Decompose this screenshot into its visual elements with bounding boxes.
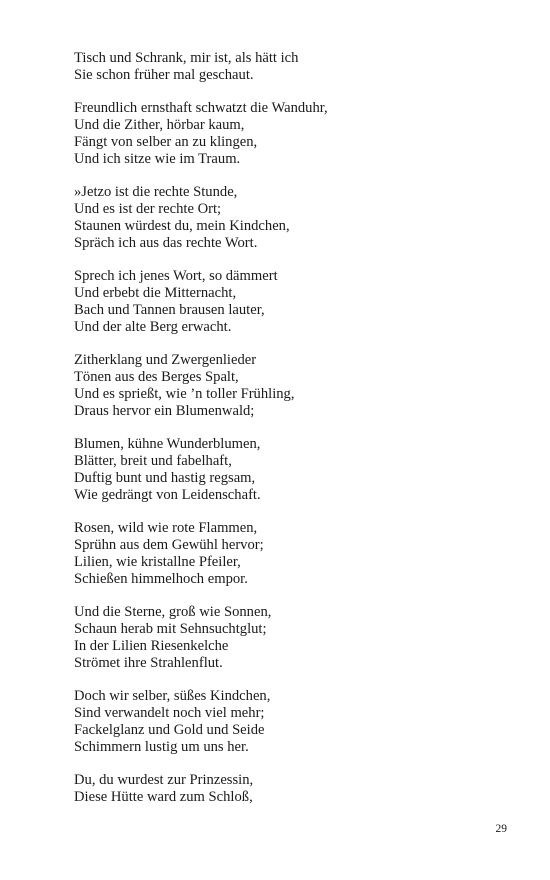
poem-line: Und die Sterne, groß wie Sonnen, bbox=[74, 604, 272, 621]
stanza bbox=[74, 268, 514, 335]
stanza bbox=[74, 352, 514, 419]
poem-line: Staunen würdest du, mein Kindchen, bbox=[74, 217, 290, 234]
poem-line: Doch wir selber, süßes Kindchen, bbox=[74, 688, 271, 705]
poem-line: Sprühn aus dem Gewühl hervor; bbox=[74, 537, 264, 554]
poem-text bbox=[74, 50, 514, 823]
poem-line: Und ich sitze wie im Traum. bbox=[74, 150, 241, 167]
poem-line: Spräch ich aus das rechte Wort. bbox=[74, 234, 258, 251]
stanza bbox=[74, 688, 514, 755]
poem-line: Schießen himmelhoch empor. bbox=[74, 570, 248, 587]
stanza bbox=[74, 520, 514, 587]
poem-line: Und die Zither, hörbar kaum, bbox=[74, 117, 245, 134]
stanza bbox=[74, 604, 514, 671]
stanza bbox=[74, 50, 514, 84]
poem-line: In der Lilien Riesenkelche bbox=[74, 637, 229, 654]
poem-line: Draus hervor ein Blumenwald; bbox=[74, 402, 255, 419]
poem-line: Blätter, breit und fabelhaft, bbox=[74, 453, 232, 470]
poem-line: Rosen, wild wie rote Flammen, bbox=[74, 520, 258, 537]
poem-line: Tönen aus des Berges Spalt, bbox=[74, 369, 239, 386]
poem-line: Fackelglanz und Gold und Seide bbox=[74, 721, 265, 738]
poem-line: Freundlich ernsthaft schwatzt die Wanduhr, bbox=[74, 100, 328, 117]
poem-line: Diese Hütte ward zum Schloß, bbox=[74, 789, 253, 806]
poem-line: Zitherklang und Zwergenlieder bbox=[74, 352, 257, 369]
poem-line: Und es sprießt, wie ’n toller Frühling, bbox=[74, 385, 295, 402]
poem-line: Fängt von selber an zu klingen, bbox=[74, 133, 258, 150]
poem-line: Blumen, kühne Wunderblumen, bbox=[74, 436, 261, 453]
poem-line: Sprech ich jenes Wort, so dämmert bbox=[74, 268, 278, 285]
poem-line: Und erbebt die Mitternacht, bbox=[74, 285, 237, 302]
stanza bbox=[74, 772, 514, 806]
poem-line: Und der alte Berg erwacht. bbox=[74, 318, 232, 335]
poem-line: Wie gedrängt von Leidenschaft. bbox=[74, 486, 261, 503]
poem-line: Und es ist der rechte Ort; bbox=[74, 201, 222, 218]
poem-line: Schimmern lustig um uns her. bbox=[74, 738, 249, 755]
poem-line: Du, du wurdest zur Prinzessin, bbox=[74, 772, 254, 789]
poem-line: Sie schon früher mal geschaut. bbox=[74, 66, 254, 83]
stanza bbox=[74, 100, 514, 167]
poem-line: Duftig bunt und hastig regsam, bbox=[74, 469, 256, 486]
poem-line: Bach und Tannen brausen lauter, bbox=[74, 301, 265, 318]
poem-line: Lilien, wie kristallne Pfeiler, bbox=[74, 553, 241, 570]
poem-line: Strömet ihre Strahlenflut. bbox=[74, 654, 223, 671]
stanza bbox=[74, 436, 514, 503]
poem-line: »Jetzo ist die rechte Stunde, bbox=[74, 184, 238, 201]
poem-line: Tisch und Schrank, mir ist, als hätt ich bbox=[74, 50, 299, 66]
poem-line: Sind verwandelt noch viel mehr; bbox=[74, 705, 265, 722]
poem-line: Schaun herab mit Sehnsuchtglut; bbox=[74, 621, 267, 638]
stanza bbox=[74, 184, 514, 251]
page-number: 29 bbox=[495, 823, 507, 835]
